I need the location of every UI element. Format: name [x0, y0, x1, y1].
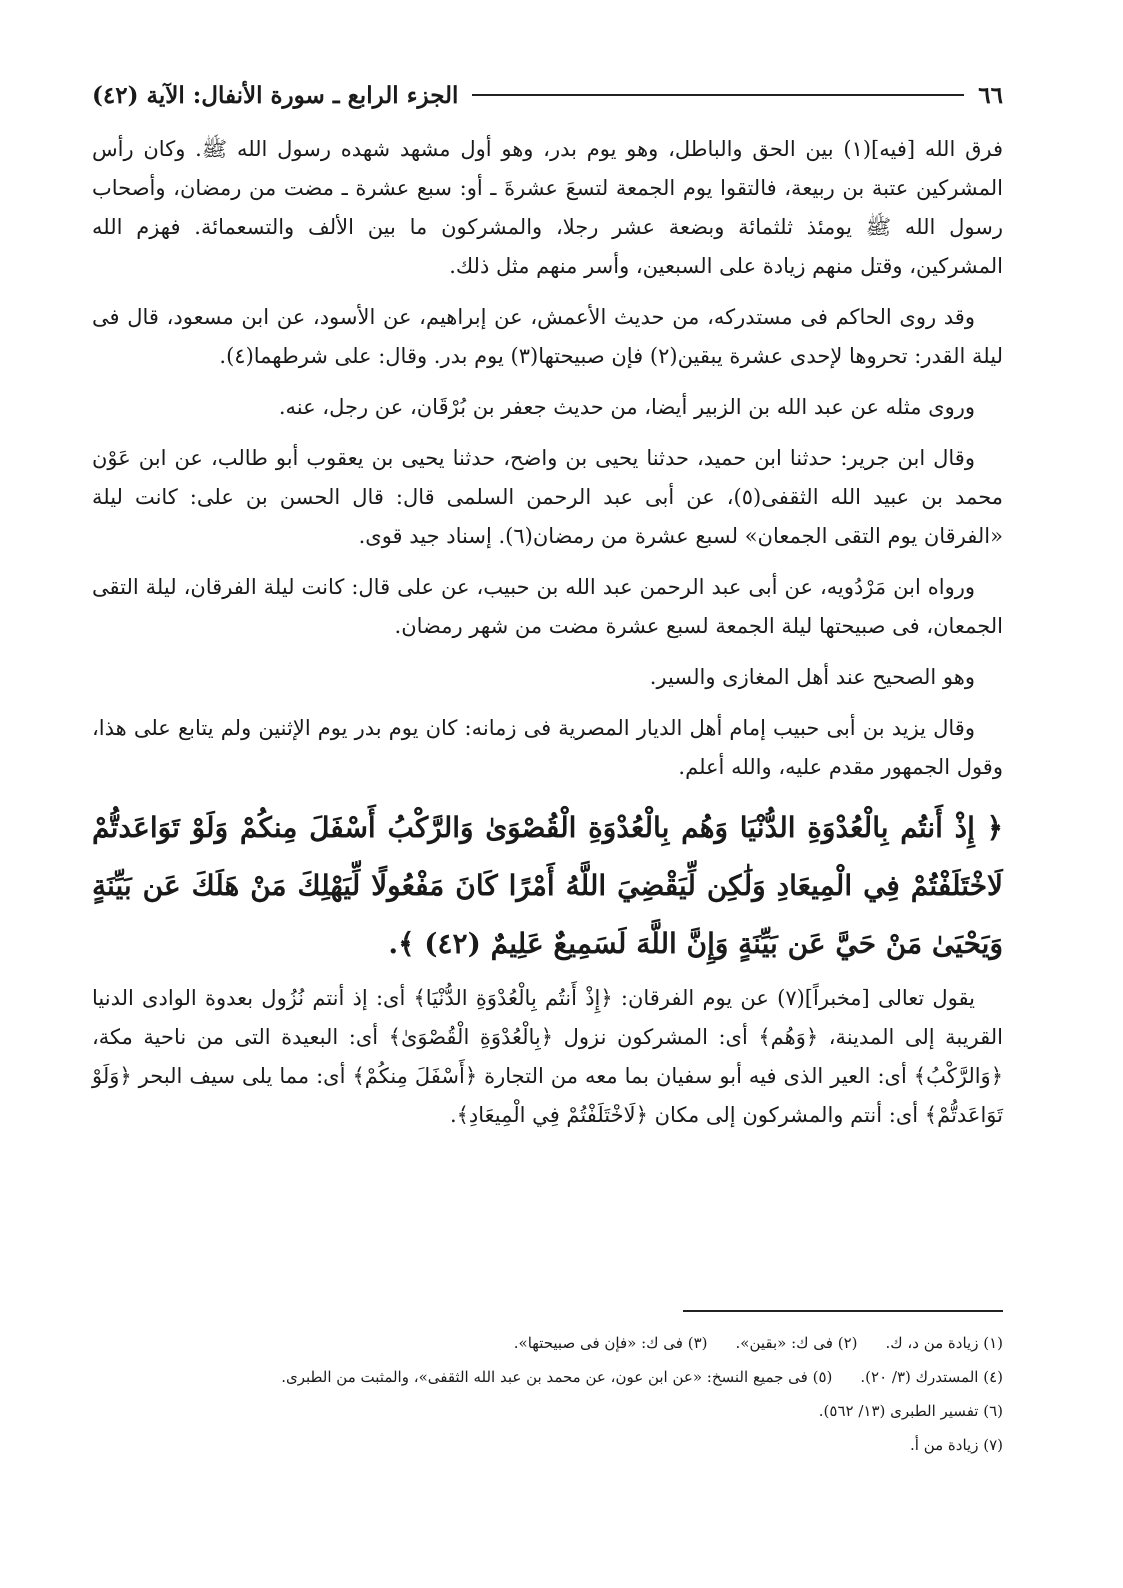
paragraph: وهو الصحيح عند أهل المغازى والسير. [649, 665, 975, 689]
page-header [92, 78, 1003, 112]
paragraph: وقد روى الحاكم فى مستدركه، من حديث الأعمش، عن إبراهيم، عن الأسود، عن ابن مسعود، قال فى ليلة القدر: تحروها لإحدى عشرة يبقين(٢) فإن صبيحتها(٣) يوم بدر. وقال: على شرطهما(٤). [92, 305, 1003, 368]
footnote-row [92, 1428, 1003, 1462]
footnote: (٣) فى ك: «فإن فى صبيحتها». [513, 1334, 708, 1352]
footnote: (٢) فى ك: «بقين». [735, 1334, 858, 1352]
paragraph: وقال ابن جرير: حدثنا ابن حميد، حدثنا يحيى بن واضح، حدثنا يحيى بن يعقوب أبو طالب، عن ابن عَوْن محمد بن عبيد الله الثقفى(٥)، عن أبى عبد الرحمن السلمى قال: قال الحسن بن على: كانت ليلة «الفرقان يوم التقى الجمعان» لسبع عشرة من رمضان(٦). إسناد جيد قوى. [92, 446, 1003, 548]
main-text [92, 130, 1003, 1147]
footnote-rule [683, 1310, 1003, 1312]
footnote: (١) زيادة من د، ك. [885, 1334, 1003, 1352]
quran-verse: ﴿ إِذْ أَنتُم بِالْعُدْوَةِ الدُّنْيَا وَهُم بِالْعُدْوَةِ الْقُصْوَىٰ وَالرَّكْبُ أَسْفَلَ مِنكُمْ وَلَوْ تَوَاعَدتُّمْ لَاخْتَلَفْتُمْ فِي الْمِيعَادِ وَلَٰكِن لِّيَقْضِيَ اللَّهُ أَمْرًا كَانَ مَفْعُولًا لِّيَهْلِكَ مَنْ هَلَكَ عَن بَيِّنَةٍ وَيَحْيَىٰ مَنْ حَيَّ عَن بَيِّنَةٍ وَإِنَّ اللَّهَ لَسَمِيعٌ عَلِيمٌ (٤٢) ﴾. [92, 811, 1003, 960]
paragraph: وقال يزيد بن أبى حبيب إمام أهل الديار المصرية فى زمانه: كان يوم بدر يوم الإثنين ولم يتابع على هذا، وقول الجمهور مقدم عليه، والله أعلم. [92, 716, 1003, 779]
footnote-row [92, 1326, 1003, 1360]
footnote-row [92, 1360, 1003, 1394]
footnote: (٥) فى جميع النسخ: «عن ابن عون، عن محمد بن عبد الله الثقفى»، والمثبت من الطبرى. [281, 1368, 833, 1386]
footnote-row [92, 1394, 1003, 1428]
paragraph: وروى مثله عن عبد الله بن الزبير أيضا، من حديث جعفر بن بُرْقَان، عن رجل، عنه. [278, 395, 975, 419]
footnote: (٤) المستدرك (٣/ ٢٠). [860, 1368, 1003, 1386]
paragraph: يقول تعالى [مخبراً](٧) عن يوم الفرقان: ﴿إِذْ أَنتُم بِالْعُدْوَةِ الدُّنْيَا﴾ أى: إذ أنتم نُزُول بعدوة الوادى الدنيا القريبة إلى المدينة، ﴿وَهُم﴾ أى: المشركون نزول ﴿بِالْعُدْوَةِ الْقُصْوَىٰ﴾ أى: البعيدة التى من ناحية مكة، ﴿وَالرَّكْبُ﴾ أى: العير الذى فيه أبو سفيان بما معه من التجارة ﴿أَسْفَلَ مِنكُمْ﴾ أى: مما يلى سيف البحر ﴿وَلَوْ تَوَاعَدتُّمْ﴾ أى: أنتم والمشركون إلى مكان ﴿لَاخْتَلَفْتُمْ فِي الْمِيعَادِ﴾. [92, 986, 1003, 1127]
paragraph: فرق الله [فيه](١) بين الحق والباطل، وهو يوم بدر، وهو أول مشهد شهده رسول الله ﷺ. وكان رأس المشركين عتبة بن ربيعة، فالتقوا يوم الجمعة لتسعَ عشرةَ ـ أو: سبع عشرة ـ مضت من رمضان، وأصحاب رسول الله ﷺ يومئذ ثلثمائة وبضعة عشر رجلا، والمشركون ما بين الألف والتسعمائة. فهزم الله المشركين، وقتل منهم زيادة على السبعين، وأسر منهم مثل ذلك. [92, 137, 1003, 278]
footnote: (٧) زيادة من أ. [910, 1436, 1003, 1454]
running-title: الجزء الرابع ـ سورة الأنفال: الآية (٤٢) [92, 81, 459, 109]
page-number: ٦٦ [978, 81, 1003, 109]
paragraph: ورواه ابن مَرْدُويه، عن أبى عبد الرحمن عبد الله بن حبيب، عن على قال: كانت ليلة الفرقان، ليلة التقى الجمعان، فى صبيحتها ليلة الجمعة لسبع عشرة مضت من شهر رمضان. [92, 575, 1003, 638]
header-rule [472, 94, 964, 96]
footnotes [92, 1310, 1003, 1462]
footnote: (٦) تفسير الطبرى (١٣/ ٥٦٢). [818, 1402, 1003, 1420]
